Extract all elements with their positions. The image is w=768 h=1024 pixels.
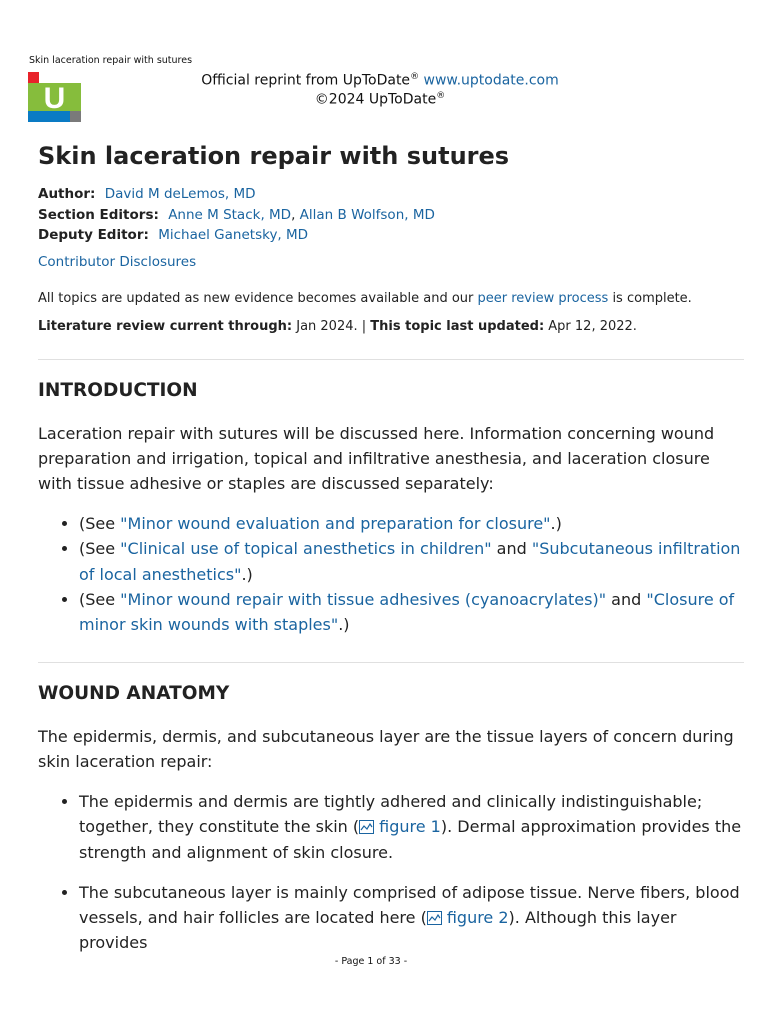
subcutaneous-infiltration-link[interactable]: "Subcutaneous infiltration of local anesthetics" [79,539,741,584]
section-editor-link-1[interactable]: Anne M Stack, MD [168,206,292,223]
reg-mark: ® [410,72,420,82]
site-link[interactable]: www.uptodate.com [423,72,559,89]
notice-pre: All topics are updated as new evidence becomes available and our [38,290,478,306]
wound-anatomy-paragraph: The epidermis, dermis, and subcutaneous layer are the tissue layers of concern during skin laceration repair: [38,726,734,771]
introduction-paragraph: Laceration repair with sutures will be discussed here. Information concerning wound preparation and irrigation, topical and infiltrative anesthesia, and laceration closure with tissue adhesive or staples are discussed separately: [38,423,715,493]
section-editor-link-2[interactable]: Allan B Wolfson, MD [299,206,435,223]
introduction-heading: INTRODUCTION [38,379,198,401]
lit-label: Literature review current through: [38,318,293,334]
topical-anesthetics-link[interactable]: "Clinical use of topical anesthetics in children" [120,539,492,559]
update-notice [38,289,744,309]
section-editors-row: Section Editors: Anne M Stack, MD, Allan B Wolfson, MD [38,206,435,223]
author-block [38,184,744,246]
contributor-disclosures-link[interactable]: Contributor Disclosures [38,253,197,270]
author-row [38,184,744,205]
section-editors-label: Section Editors: [38,206,159,223]
figure-2-link[interactable]: figure 2 [427,908,509,927]
reprint-text: Official reprint from UpToDate [201,72,411,89]
notice-post: is complete. [608,290,692,306]
list-item: • The subcutaneous layer is mainly comprised of adipose tissue. Nerve fibers, blood vessels, and hair follicles are located here ( figure 2). Although this layer provides [79,880,744,956]
doc-header-label: Skin laceration repair with sutures [29,55,193,66]
introduction-list [38,511,744,637]
deputy-editor-row [38,225,744,246]
tissue-adhesives-link[interactable]: "Minor wound repair with tissue adhesives (cyanoacrylates)" [120,590,607,609]
figure-icon [427,911,442,925]
literature-review-line [38,317,744,337]
uptodate-logo [28,72,81,122]
reg-mark-2: ® [436,91,446,101]
section-divider [38,662,744,663]
wound-anatomy-heading: WOUND ANATOMY [38,682,230,704]
lit-value: Jan 2024. | [292,318,371,334]
list-item: • The epidermis and dermis are tightly adhered and clinically indistinguishable; together, they constitute the skin ( figure 1). Dermal approximation provides the strength and alignment of skin closure. [79,789,744,865]
author-link[interactable]: David M deLemos, MD [104,186,256,202]
list-item: • (See "Minor wound repair with tissue adhesives (cyanoacrylates)" and "Closure of minor skin wounds with staples".) [79,587,744,638]
author-label: Author: [38,186,96,202]
wound-anatomy-list [38,789,744,956]
copyright-line [130,91,630,108]
section-divider [38,359,744,360]
minor-wound-evaluation-link[interactable]: "Minor wound evaluation and preparation for closure" [120,514,551,534]
figure-icon [359,820,374,834]
article-title: Skin laceration repair with sutures [38,142,510,170]
copyright-text: ©2024 UpToDate [314,91,437,108]
updated-label: This topic last updated: [370,318,545,334]
list-item: • (See "Clinical use of topical anesthetics in children" and "Subcutaneous infiltration of local anesthetics".) [79,536,744,587]
page-number: - Page 1 of 33 - [334,956,408,967]
updated-value: Apr 12, 2022. [544,318,637,334]
deputy-editor-link[interactable]: Michael Ganetsky, MD [158,227,309,243]
article-main [38,140,744,956]
reprint-line [130,72,630,89]
staples-closure-link[interactable]: "Closure of minor skin wounds with staples" [79,590,735,635]
list-item: • (See "Minor wound evaluation and preparation for closure".) [79,511,744,536]
figure-1-link[interactable]: figure 1 [359,817,441,836]
peer-review-link[interactable]: peer review process [477,290,609,306]
logo-letter: U [43,82,66,115]
deputy-editor-label: Deputy Editor: [38,227,149,243]
